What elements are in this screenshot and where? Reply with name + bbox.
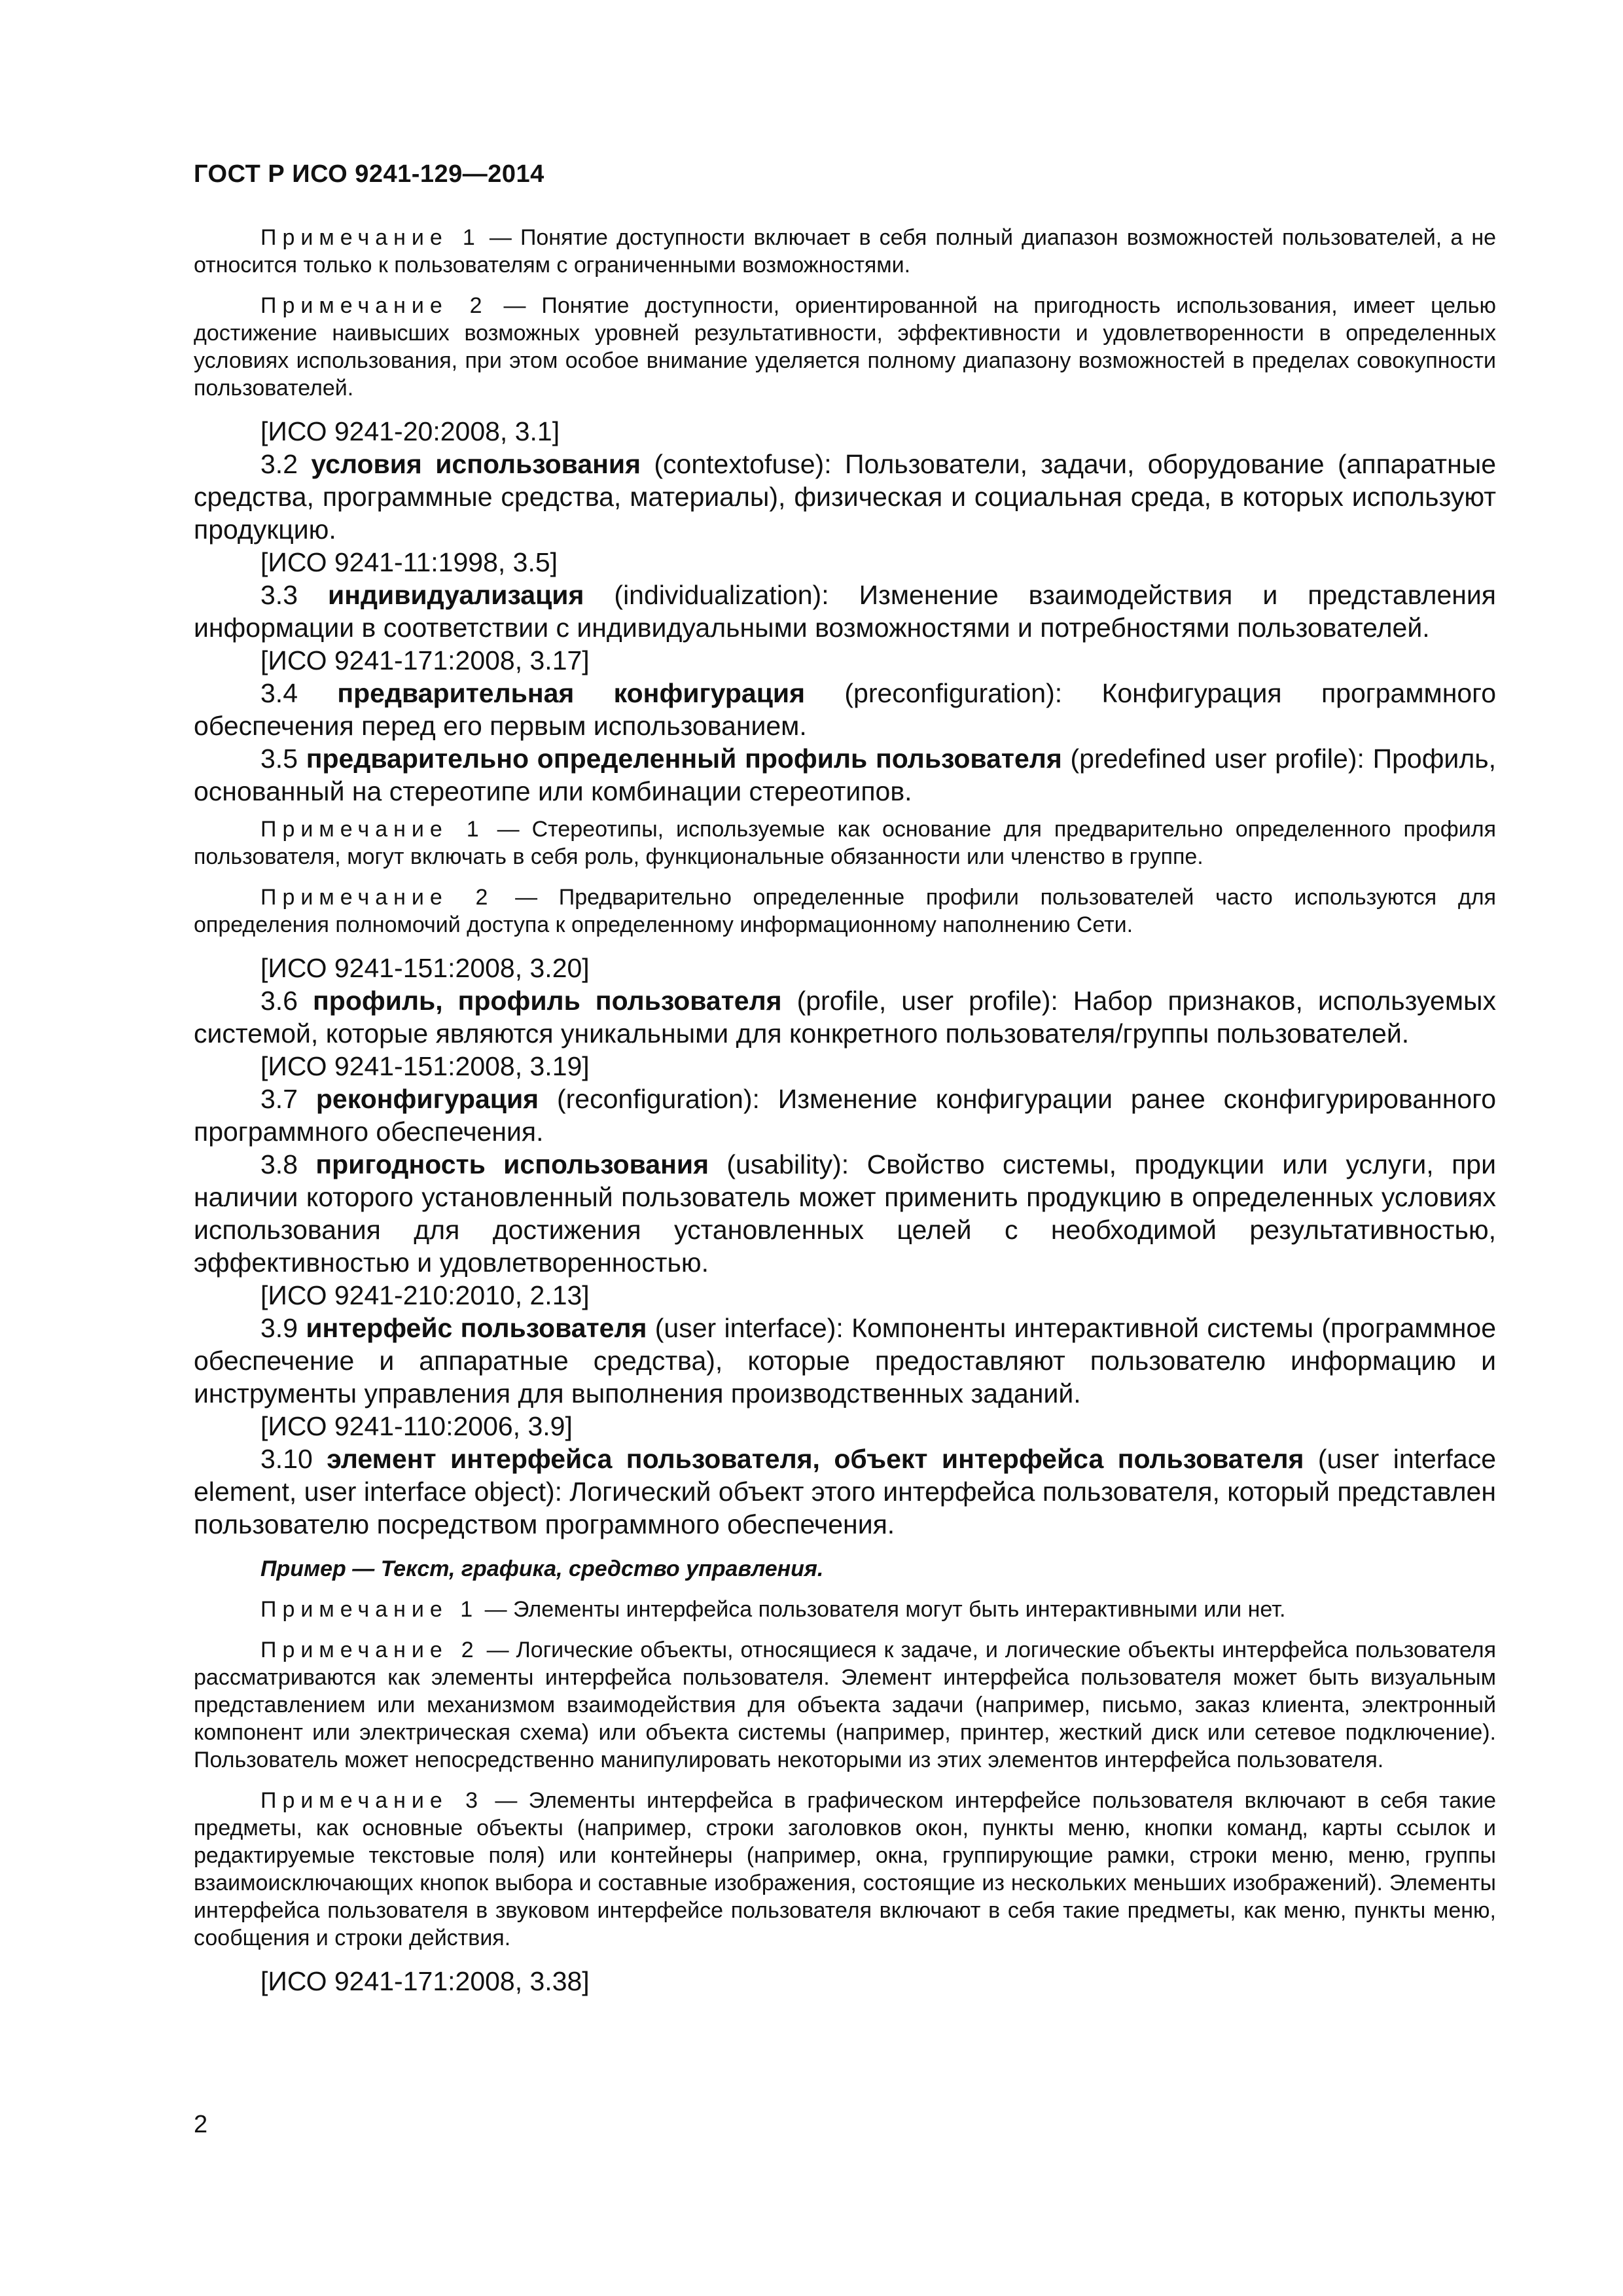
note-profile-1: Примечание 1 — Стереотипы, используемые как основание для предварительно определенного профиля пользователя, могут включать в себя роль, функциональные обязанности или членство в группе. <box>194 817 1496 869</box>
document-body <box>194 216 1496 1998</box>
note-profile-2: Примечание 2 — Предварительно определенные профили пользователей часто используются для определения полномочий доступа к определенному информационному наполнению Сети. <box>194 885 1496 937</box>
definition-3-3: 3.3 индивидуализация (individualization): Изменение взаимодействия и представления информации в соответствии с индивидуальными возможностями и потребностями пользователей. <box>194 580 1496 643</box>
definition-3-8: 3.8 пригодность использования (usability): Свойство системы, продукции или услуги, при наличии которого установленный пользователь может применить продукцию в определенных условиях использования для достижения установленных целей с необходимой результативностью, эффективностью и удовлетворенностью. <box>194 1149 1496 1278</box>
definition-3-10: 3.10 элемент интерфейса пользователя, объект интерфейса пользователя (user interface element, user interface object): Логический объект этого интерфейса пользователя, который представлен пользователю посредством программного обеспечения. <box>194 1444 1496 1539</box>
document-header: ГОСТ Р ИСО 9241-129—2014 <box>194 160 544 188</box>
reference: [ИСО 9241-11:1998, 3.5] <box>260 547 558 577</box>
reference: [ИСО 9241-110:2006, 3.9] <box>260 1411 573 1441</box>
page-number: 2 <box>194 2111 208 2138</box>
note-accessibility-1: Примечание 1 — Понятие доступности включает в себя полный диапазон возможностей пользователей, а не относится только к пользователям с ограниченными возможностями. <box>194 225 1497 278</box>
note-ui-element-1: Примечание 1 — Элементы интерфейса пользователя могут быть интерактивными или нет. <box>260 1597 1286 1622</box>
reference: [ИСО 9241-151:2008, 3.19] <box>260 1051 590 1081</box>
definition-3-5: 3.5 предварительно определенный профиль пользователя (predefined user profile): Профиль, основанный на стереотипе или комбинации стереотипов. <box>194 744 1496 806</box>
definition-3-7: 3.7 реконфигурация (reconfiguration): Изменение конфигурации ранее сконфигурированного программного обеспечения. <box>194 1084 1496 1147</box>
definition-3-4: 3.4 предварительная конфигурация (preconfiguration): Конфигурация программного обеспечения перед его первым использованием. <box>194 678 1496 741</box>
definition-3-9: 3.9 интерфейс пользователя (user interface): Компоненты интерактивной системы (программное обеспечение и аппаратные средства), которые предоставляют пользователю информацию и инструменты управления для выполнения производственных заданий. <box>194 1313 1497 1408</box>
note-ui-element-2: Примечание 2 — Логические объекты, относящиеся к задаче, и логические объекты интерфейса пользователя рассматриваются как элементы интерфейса пользователя. Элемент интерфейса пользователя может быть визуальным представлением или механизмом взаимодействия для объекта задачи (например, письмо, заказ клиента, электронный компонент или электрическая схема) или объекта системы (например, принтер, жесткий диск или сетевое подключение). Пользователь может непосредственно манипулировать некоторыми из этих элементов интерфейса пользователя. <box>194 1638 1496 1772</box>
reference: [ИСО 9241-171:2008, 3.38] <box>260 1966 590 1996</box>
reference: [ИСО 9241-171:2008, 3.17] <box>260 645 590 675</box>
reference: [ИСО 9241-20:2008, 3.1] <box>260 416 560 446</box>
definition-3-2: 3.2 условия использования (contextofuse): Пользователи, задачи, оборудование (аппаратные средства, программные средства, материалы), физическая и социальная среда, в которых используют продукцию. <box>194 449 1496 545</box>
definition-3-6: 3.6 профиль, профиль пользователя (profile, user profile): Набор признаков, используемых системой, которые являются уникальными для конкретного пользователя/группы пользователей. <box>194 986 1496 1049</box>
example-line: Пример — Текст, графика, средство управления. <box>260 1556 824 1581</box>
reference: [ИСО 9241-210:2010, 2.13] <box>260 1280 590 1310</box>
note-accessibility-2: Примечание 2 — Понятие доступности, ориентированной на пригодность использования, имеет целью достижение наивысших возможных уровней результативности, эффективности и удовлетворенности в определенных условиях использования, при этом особое внимание уделяется полному диапазону возможностей в пределах совокупности пользователей. <box>194 293 1497 401</box>
reference: [ИСО 9241-151:2008, 3.20] <box>260 953 590 983</box>
note-ui-element-3: Примечание 3 — Элементы интерфейса в графическом интерфейсе пользователя включают в себя такие предметы, как основные объекты (например, строки заголовков окон, пункты меню, кнопки команд, карты ссылок и редактируемые текстовые поля) или контейнеры (например, окна, группирующие рамки, строки меню, меню, группы взаимоисключающих кнопок выбора и составные изображения, состоящие из нескольких меньших изображений). Элементы интерфейса пользователя в звуковом интерфейсе пользователя включают в себя такие предметы, как меню, пункты меню, сообщения и строки действия. <box>194 1788 1496 1950</box>
